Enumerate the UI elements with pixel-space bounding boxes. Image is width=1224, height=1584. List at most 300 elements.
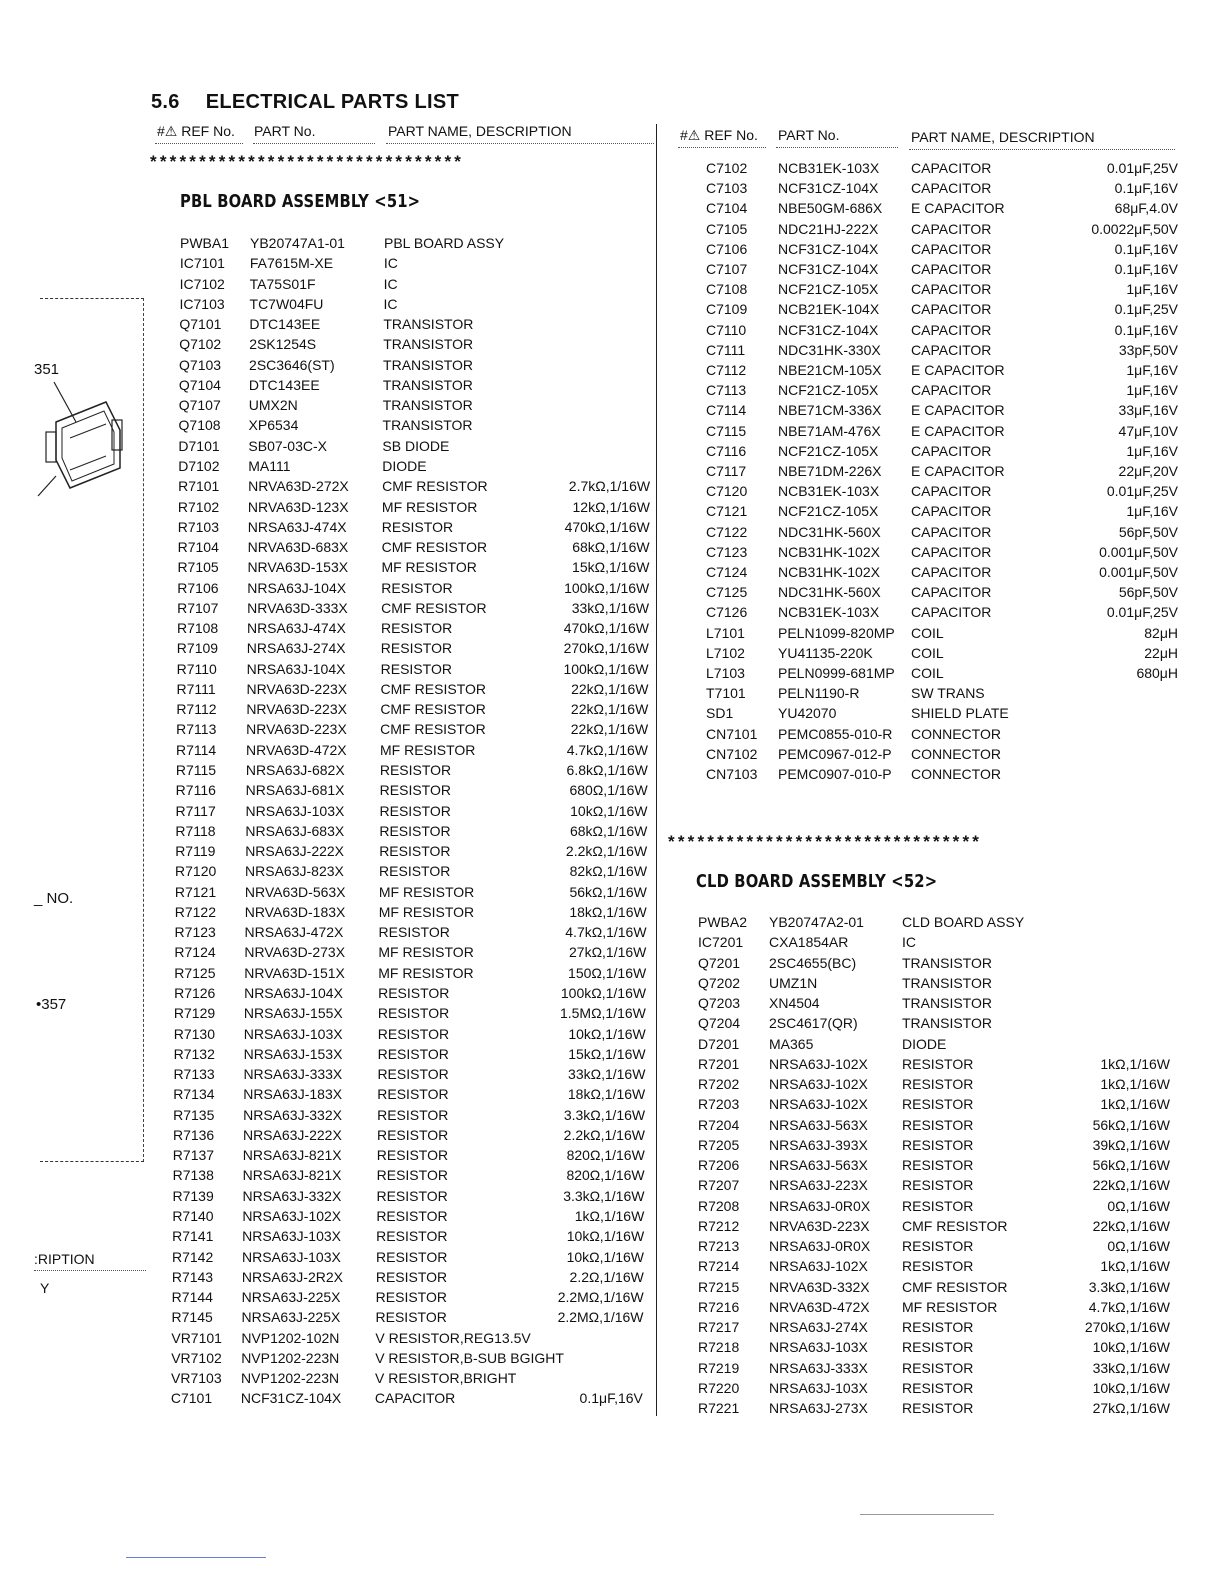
part-description-cell: CAPACITOR: [911, 341, 992, 358]
value-cell: 15kΩ,1/16W: [568, 1045, 646, 1062]
table-row: [706, 623, 1178, 643]
part-number-cell: NRSA63J-153X: [243, 1045, 343, 1062]
ref-cell: D7102: [178, 457, 220, 474]
part-description-cell: TRANSISTOR: [383, 336, 474, 353]
part-number-cell: NRVA63D-273X: [244, 944, 346, 961]
ref-cell: C7123: [706, 543, 748, 560]
table-row: [706, 764, 1178, 784]
part-number-cell: NRSA63J-472X: [244, 924, 344, 941]
value-cell: 0Ω,1/16W: [1107, 1197, 1170, 1214]
ref-cell: Q7101: [179, 316, 222, 333]
table-row: [177, 659, 649, 679]
value-cell: 3.3kΩ,1/16W: [1088, 1278, 1170, 1295]
part-description-cell: RESISTOR: [376, 1207, 448, 1224]
value-cell: 2.2kΩ,1/16W: [563, 1126, 645, 1143]
value-cell: 0.1μF,16V: [1114, 321, 1178, 338]
part-description-cell: CAPACITOR: [911, 180, 992, 197]
ref-cell: R7140: [172, 1207, 214, 1224]
part-description-cell: RESISTOR: [381, 518, 454, 535]
table-row: [706, 542, 1178, 562]
table-row: [172, 1186, 644, 1206]
table-row: [180, 253, 652, 273]
value-cell: 0.01μF,25V: [1106, 604, 1178, 621]
part-description-cell: CONNECTOR: [911, 766, 1001, 782]
part-description-cell: RESISTOR: [902, 1096, 974, 1113]
part-description-cell: RESISTOR: [902, 1055, 974, 1072]
part-number-cell: CXA1854AR: [769, 934, 849, 951]
ref-cell: D7101: [178, 437, 220, 454]
ref-cell: R7216: [698, 1298, 740, 1315]
part-number-cell: YU42070: [778, 705, 837, 722]
part-description-cell: MF RESISTOR: [381, 498, 478, 515]
value-cell: 3.3kΩ,1/16W: [563, 1187, 645, 1204]
value-cell: 0.1μF,16V: [579, 1390, 643, 1407]
table-row: [178, 517, 650, 537]
table-row: [175, 902, 647, 922]
table-row: [172, 1287, 644, 1307]
ref-cell: C7102: [706, 160, 748, 176]
value-cell: 47μF,10V: [1118, 422, 1178, 439]
ref-cell: R7119: [175, 843, 216, 860]
table-row: [698, 993, 1170, 1013]
ref-cell: R7139: [172, 1187, 214, 1204]
table-row: [179, 395, 651, 415]
part-number-cell: NRSA63J-474X: [247, 518, 347, 535]
value-cell: 22kΩ,1/16W: [1092, 1217, 1170, 1234]
ref-cell: R7129: [173, 1005, 216, 1022]
ref-cell: R7107: [177, 599, 219, 616]
margin-dashed-line-top: [40, 298, 144, 299]
part-description-cell: MF RESISTOR: [380, 741, 476, 758]
value-cell: 1kΩ,1/16W: [574, 1207, 645, 1224]
part-description-cell: CAPACITOR: [911, 160, 992, 176]
value-cell: 4.7kΩ,1/16W: [1088, 1298, 1170, 1315]
part-number-cell: DTC143EE: [248, 376, 320, 393]
part-number-cell: NCF31CZ-104X: [778, 321, 879, 338]
table-row: [698, 1277, 1170, 1297]
part-number-cell: NDC21HJ-222X: [778, 220, 879, 237]
value-cell: 0.1μF,16V: [1114, 180, 1178, 197]
part-number-cell: PEMC0967-012-P: [778, 745, 892, 762]
value-cell: 33kΩ,1/16W: [1092, 1359, 1170, 1376]
part-number-cell: YU41135-220K: [778, 644, 873, 661]
ref-cell: R7104: [177, 539, 219, 556]
table-row: [174, 942, 646, 962]
ref-cell: R7214: [698, 1258, 740, 1275]
value-cell: 39kΩ,1/16W: [1092, 1136, 1170, 1153]
part-number-cell: NRSA63J-821X: [242, 1147, 342, 1164]
value-cell: 68μF,4.0V: [1114, 200, 1178, 217]
part-number-cell: NRSA63J-563X: [769, 1116, 868, 1133]
part-number-cell: NRVA63D-183X: [244, 903, 346, 920]
part-number-cell: MA365: [769, 1035, 814, 1052]
part-number-cell: 2SK1254S: [249, 336, 317, 353]
value-cell: 2.7kΩ,1/16W: [568, 478, 651, 495]
part-number-cell: NRSA63J-682X: [245, 762, 345, 779]
value-cell: 1kΩ,1/16W: [1100, 1076, 1170, 1092]
value-cell: 0.0022μF,50V: [1091, 220, 1178, 237]
ref-cell: R7108: [176, 620, 219, 637]
value-cell: 27kΩ,1/16W: [569, 944, 647, 961]
pbl-assembly-title: PBL BOARD ASSEMBLY <51>: [180, 191, 421, 212]
part-description-cell: RESISTOR: [377, 1086, 449, 1103]
part-description-cell: RESISTOR: [379, 802, 451, 819]
part-description-cell: RESISTOR: [902, 1076, 974, 1092]
part-description-cell: E CAPACITOR: [911, 200, 1005, 217]
table-row: [698, 1175, 1170, 1195]
ref-cell: Q7102: [179, 336, 222, 353]
value-cell: 22kΩ,1/16W: [570, 701, 649, 718]
table-row: [175, 861, 647, 881]
ref-cell: R7202: [698, 1076, 740, 1092]
part-number-cell: NVP1202-102N: [241, 1329, 340, 1346]
value-cell: 2.2MΩ,1/16W: [557, 1309, 644, 1326]
ref-cell: R7143: [171, 1268, 214, 1285]
part-number-cell: PELN1190-R: [778, 685, 860, 702]
part-number-cell: NRVA63D-472X: [246, 741, 347, 758]
part-number-cell: XN4504: [769, 995, 820, 1011]
right-header-desc: PART NAME, DESCRIPTION: [911, 129, 1095, 145]
part-number-cell: NRSA63J-222X: [242, 1126, 342, 1143]
value-cell: 680Ω,1/16W: [569, 782, 648, 799]
ref-cell: Q7103: [179, 356, 222, 373]
table-row: [698, 1317, 1170, 1337]
ref-cell: C7109: [706, 301, 748, 318]
table-row: [180, 294, 652, 314]
value-cell: 10kΩ,1/16W: [566, 1228, 645, 1245]
part-description-cell: V RESISTOR,B-SUB BGIGHT: [375, 1349, 564, 1366]
part-description-cell: DIODE: [382, 457, 427, 474]
table-row: [178, 476, 650, 496]
value-cell: 18kΩ,1/16W: [569, 903, 647, 920]
part-number-cell: NDC31HK-560X: [778, 584, 881, 601]
part-description-cell: TRANSISTOR: [902, 954, 992, 971]
ref-cell: R7205: [698, 1136, 740, 1153]
part-description-cell: RESISTOR: [377, 1066, 449, 1083]
part-number-cell: UMZ1N: [769, 974, 818, 991]
part-number-cell: NRSA63J-223X: [769, 1177, 868, 1194]
ref-cell: R7103: [177, 518, 220, 535]
part-description-cell: CAPACITOR: [911, 442, 992, 459]
value-cell: 820Ω,1/16W: [566, 1147, 645, 1164]
value-cell: 100kΩ,1/16W: [563, 660, 649, 677]
ref-cell: Q7204: [698, 1015, 741, 1032]
part-number-cell: NRSA63J-102X: [769, 1096, 868, 1113]
part-number-cell: NCF31CZ-104X: [240, 1390, 342, 1407]
table-row: [175, 922, 647, 942]
part-description-cell: TRANSISTOR: [383, 316, 474, 333]
ref-cell: C7105: [706, 220, 748, 237]
ref-cell: D7201: [698, 1035, 740, 1052]
ref-cell: R7135: [173, 1106, 215, 1123]
star-separator-right: ********************************: [668, 832, 983, 851]
part-number-cell: NRSA63J-274X: [769, 1319, 868, 1335]
part-description-cell: CMF RESISTOR: [381, 539, 488, 556]
part-number-cell: PEMC0907-010-P: [778, 766, 892, 782]
ref-cell: IC7201: [698, 934, 744, 951]
ref-cell: C7117: [706, 463, 747, 479]
table-row: [706, 522, 1178, 542]
part-number-cell: NRVA63D-563X: [244, 883, 346, 900]
table-row: [698, 1236, 1170, 1256]
part-number-cell: NBE71CM-336X: [778, 402, 882, 419]
column-divider: [656, 124, 657, 1416]
ref-cell: PWBA2: [698, 914, 748, 930]
part-number-cell: NDC31HK-330X: [778, 341, 881, 358]
part-number-cell: NRSA63J-103X: [245, 802, 345, 819]
part-description-cell: E CAPACITOR: [911, 463, 1005, 479]
part-number-cell: NRSA63J-332X: [242, 1187, 342, 1204]
part-description-cell: RESISTOR: [902, 1177, 974, 1194]
part-description-cell: TRANSISTOR: [382, 397, 473, 414]
part-description-cell: TRANSISTOR: [383, 356, 474, 373]
value-cell: 27kΩ,1/16W: [1092, 1400, 1170, 1416]
part-number-cell: NRSA63J-393X: [769, 1136, 868, 1153]
right-header-ref: #⚠ REF No.: [680, 127, 758, 143]
part-description-cell: RESISTOR: [902, 1379, 974, 1396]
table-row: [698, 912, 1170, 932]
part-number-cell: NRSA63J-563X: [769, 1157, 868, 1173]
part-description-cell: PBL BOARD ASSY: [384, 235, 505, 251]
value-cell: 4.7kΩ,1/16W: [566, 741, 648, 758]
part-description-cell: CMF RESISTOR: [380, 680, 486, 697]
table-row: [706, 340, 1178, 360]
part-number-cell: NRSA63J-683X: [245, 822, 345, 839]
part-number-cell: NRSA63J-102X: [769, 1076, 868, 1092]
part-description-cell: RESISTOR: [902, 1319, 974, 1335]
part-description-cell: TRANSISTOR: [382, 376, 473, 393]
value-cell: 0.1μF,16V: [1114, 240, 1178, 257]
value-cell: 0.01μF,25V: [1106, 483, 1178, 500]
table-row: [706, 178, 1178, 198]
table-row: [706, 602, 1178, 622]
part-number-cell: DTC143EE: [249, 316, 321, 333]
value-cell: 10kΩ,1/16W: [1092, 1339, 1170, 1356]
table-row: [171, 1388, 643, 1408]
part-number-cell: NVP1202-223N: [241, 1370, 340, 1387]
left-header-rule-desc: [386, 143, 654, 144]
table-row: [706, 239, 1178, 259]
table-row: [173, 1084, 645, 1104]
part-description-cell: CAPACITOR: [911, 281, 992, 298]
part-number-cell: YB20747A2-01: [769, 914, 864, 930]
part-number-cell: NVP1202-223N: [241, 1349, 340, 1366]
value-cell: 33pF,50V: [1118, 341, 1178, 358]
cld-assembly-title: CLD BOARD ASSEMBLY <52>: [696, 871, 938, 892]
part-number-cell: NRVA63D-272X: [248, 478, 349, 495]
part-description-cell: RESISTOR: [376, 1228, 448, 1245]
ref-cell: R7218: [698, 1339, 740, 1356]
ref-cell: Q7203: [698, 995, 741, 1011]
table-row: [698, 1297, 1170, 1317]
ref-cell: Q7108: [178, 417, 221, 434]
ref-cell: C7112: [706, 362, 747, 378]
table-row: [179, 415, 651, 435]
part-number-cell: NCB21EK-104X: [778, 301, 880, 318]
ref-cell: R7114: [176, 741, 217, 758]
part-number-cell: NRSA63J-0R0X: [769, 1197, 871, 1214]
bottom-scan-line: [126, 1557, 266, 1558]
ref-cell: R7217: [698, 1319, 740, 1335]
ref-cell: R7213: [698, 1238, 740, 1254]
ref-cell: IC7101: [179, 255, 225, 272]
part-description-cell: RESISTOR: [379, 843, 451, 860]
part-number-cell: NRVA63D-683X: [247, 539, 349, 556]
part-description-cell: RESISTOR: [376, 1167, 448, 1184]
value-cell: 10kΩ,1/16W: [570, 802, 648, 819]
part-number-cell: NCF21CZ-105X: [778, 382, 879, 399]
table-row: [706, 703, 1178, 723]
part-number-cell: NRSA63J-332X: [243, 1106, 342, 1123]
table-row: [172, 1206, 644, 1226]
ref-cell: R7144: [171, 1289, 213, 1306]
value-cell: 0.1μF,25V: [1114, 301, 1178, 318]
part-description-cell: CAPACITOR: [911, 220, 992, 237]
part-description-cell: RESISTOR: [902, 1157, 974, 1173]
part-number-cell: NRVA63D-123X: [247, 498, 349, 515]
table-row: [174, 1044, 646, 1064]
ref-cell: R7124: [174, 944, 216, 961]
ref-cell: R7207: [698, 1177, 740, 1194]
part-description-cell: TRANSISTOR: [382, 417, 473, 434]
part-description-cell: E CAPACITOR: [911, 402, 1005, 419]
table-row: [176, 719, 648, 739]
part-description-cell: MF RESISTOR: [902, 1298, 998, 1315]
table-row: [175, 821, 647, 841]
part-number-cell: NRSA63J-183X: [243, 1086, 343, 1103]
part-number-cell: NRVA63D-223X: [246, 680, 348, 697]
part-description-cell: CONNECTOR: [911, 745, 1001, 762]
part-number-cell: YB20747A1-01: [250, 235, 345, 251]
part-number-cell: NCF31CZ-104X: [778, 261, 879, 277]
part-description-cell: MF RESISTOR: [381, 559, 477, 576]
value-cell: 33kΩ,1/16W: [571, 599, 650, 616]
value-cell: 10kΩ,1/16W: [568, 1025, 646, 1042]
part-number-cell: NRSA63J-102X: [769, 1258, 868, 1275]
part-description-cell: V RESISTOR,BRIGHT: [375, 1370, 517, 1387]
value-cell: 470kΩ,1/16W: [563, 620, 649, 637]
part-description-cell: V RESISTOR,REG13.5V: [375, 1329, 531, 1346]
table-row: [173, 1105, 645, 1125]
part-number-cell: NRSA63J-474X: [246, 620, 346, 637]
part-number-cell: PELN1099-820MP: [778, 624, 895, 641]
ref-cell: T7101: [706, 685, 746, 702]
table-row: [179, 355, 651, 375]
part-description-cell: RESISTOR: [381, 579, 453, 596]
star-separator-left: ********************************: [150, 152, 465, 171]
value-cell: 12kΩ,1/16W: [572, 498, 650, 515]
table-row: [706, 582, 1178, 602]
table-row: [172, 1247, 644, 1267]
table-row: [179, 334, 651, 354]
value-cell: 33kΩ,1/16W: [568, 1066, 646, 1083]
ref-cell: C7115: [706, 422, 747, 439]
part-number-cell: NCB31HK-102X: [778, 564, 880, 580]
table-row: [706, 562, 1178, 582]
value-cell: 33μF,16V: [1118, 402, 1178, 419]
table-row: [177, 557, 649, 577]
part-number-cell: NBE71DM-226X: [778, 463, 882, 479]
ref-cell: IC7102: [179, 275, 225, 292]
ref-cell: R7206: [698, 1157, 740, 1173]
table-row: [178, 537, 650, 557]
part-description-cell: CAPACITOR: [911, 240, 992, 257]
right-header-part: PART No.: [778, 127, 840, 143]
value-cell: 1.5MΩ,1/16W: [559, 1005, 646, 1022]
part-description-cell: RESISTOR: [377, 1045, 449, 1062]
part-number-cell: NBE50GM-686X: [778, 200, 883, 217]
value-cell: 56pF,50V: [1118, 523, 1178, 540]
left-header-rule-ref: [155, 143, 243, 144]
table-row: [698, 1054, 1170, 1074]
table-row: [698, 973, 1170, 993]
part-number-cell: NRSA63J-103X: [769, 1339, 868, 1356]
part-description-cell: CAPACITOR: [911, 523, 992, 540]
table-row: [174, 1003, 646, 1023]
part-description-cell: MF RESISTOR: [378, 883, 475, 900]
value-cell: 82kΩ,1/16W: [569, 863, 648, 880]
value-cell: 6.8kΩ,1/16W: [566, 762, 648, 779]
ref-cell: C7126: [706, 604, 748, 621]
part-description-cell: RESISTOR: [376, 1126, 449, 1143]
part-description-cell: SHIELD PLATE: [911, 705, 1009, 722]
ref-cell: C7116: [706, 442, 747, 459]
table-row: [171, 1328, 643, 1348]
table-row: [706, 219, 1178, 239]
part-number-cell: NRSA63J-274X: [246, 640, 346, 657]
part-description-cell: COIL: [911, 665, 944, 681]
value-cell: 10kΩ,1/16W: [1092, 1379, 1170, 1396]
part-description-cell: RESISTOR: [375, 1268, 448, 1285]
part-description-cell: CMF RESISTOR: [902, 1278, 1008, 1295]
ref-cell: C7122: [706, 523, 748, 540]
table-row: [698, 1034, 1170, 1054]
table-row: [175, 882, 647, 902]
part-number-cell: NRVA63D-223X: [769, 1217, 870, 1234]
ref-cell: Q7201: [698, 954, 741, 971]
table-row: [698, 1358, 1170, 1378]
ref-cell: R7212: [698, 1217, 740, 1234]
part-number-cell: NCB31EK-103X: [778, 160, 880, 176]
part-number-cell: NDC31HK-560X: [778, 523, 881, 540]
value-cell: 1kΩ,1/16W: [1100, 1258, 1170, 1275]
ref-cell: R7116: [175, 782, 216, 799]
part-description-cell: COIL: [911, 624, 944, 641]
part-description-cell: CAPACITOR: [911, 382, 992, 399]
part-description-cell: IC: [383, 275, 398, 292]
margin-callout-357: •357: [36, 996, 67, 1013]
part-number-cell: PELN0999-681MP: [778, 665, 895, 681]
table-row: [698, 1155, 1170, 1175]
table-row: [174, 1024, 646, 1044]
part-number-cell: NRSA63J-333X: [769, 1359, 868, 1376]
part-description-cell: CMF RESISTOR: [380, 721, 486, 738]
part-description-cell: CAPACITOR: [911, 261, 992, 277]
ref-cell: R7115: [175, 762, 217, 779]
part-number-cell: NRSA63J-2R2X: [241, 1268, 343, 1285]
ref-cell: C7103: [706, 180, 748, 197]
right-header-rule-desc: [909, 149, 1175, 150]
ref-cell: C7121: [706, 503, 748, 520]
part-description-cell: RESISTOR: [902, 1400, 974, 1416]
margin-description-rule: [34, 1270, 146, 1271]
section-number: 5.6: [151, 91, 180, 113]
part-number-cell: 2SC4655(BC): [769, 954, 857, 971]
part-description-cell: CAPACITOR: [911, 483, 992, 500]
part-number-cell: NRVA63D-151X: [244, 964, 345, 981]
value-cell: 56kΩ,1/16W: [1092, 1157, 1170, 1173]
part-description-cell: DIODE: [902, 1035, 947, 1052]
